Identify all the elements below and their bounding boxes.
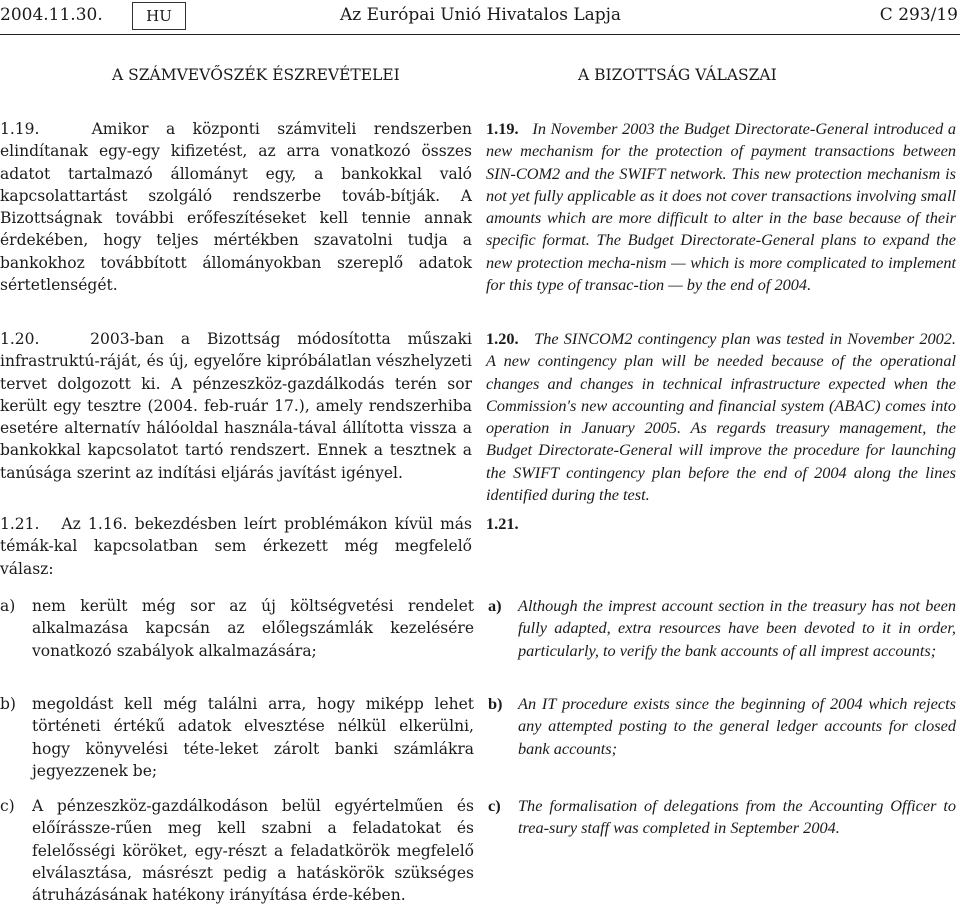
paragraph-right-1-21: [486, 513, 956, 535]
page-number: C 293/19: [879, 5, 958, 25]
paragraph-text: Amikor a központi számviteli rendszerben elindítanak egy-egy kifizetést, az arra vonatkozó összes adatot tartalmazó állományt egy, a bankokkal való kapcsolattartást szolgáló rendszerbe továb-bítják. A Bizottságnak további erőfeszítéseket kell tennie annak érdekében, hogy teljes mértékben szavatolni tudja a bankokhoz továbbított állományokban szereplő adatok sértetlenségét.: [0, 120, 472, 295]
paragraph-text: In November 2003 the Budget Directorate-General introduced a new mechanism for the protection of payment transactions between SIN-COM2 and the SWIFT network. This new protection mechanism is not yet fully applicable as it does not cover transactions involving small amounts which are more difficult to alter in the base because of their specific format. The Budget Directorate-General plans to expand the new protection mecha-nism — which is more complicated to implement for this type of transac-tion — by the end of 2004.: [486, 119, 956, 295]
paragraph-left-1-19: [0, 118, 472, 296]
paragraph-right-1-20: [486, 328, 956, 506]
list-item-text: nem került még sor az új költségvetési rendelet alkalmazása kapcsán az előlegszámlák kezelésére vonatkozó szabályok alkalmazására;: [32, 597, 474, 660]
header-divider: [0, 34, 960, 35]
list-item-right-a: [488, 595, 956, 662]
paragraph-text: Az 1.16. bekezdésben leírt problémákon kívül más témák-kal kapcsolatban sem érkezett még megfelelő válasz:: [0, 515, 472, 578]
right-column-title: A BIZOTTSÁG VÁLASZAI: [578, 66, 777, 84]
list-item-left-c: [0, 795, 476, 906]
paragraph-number: 1.20.: [486, 329, 519, 348]
left-column-title: A SZÁMVEVŐSZÉK ÉSZREVÉTELEI: [112, 66, 400, 84]
list-item-text: The formalisation of delegations from the Accounting Officer to trea-sury staff was completed in September 2004.: [518, 796, 956, 838]
list-item-right-c: [488, 795, 956, 840]
paragraph-text: 2003-ban a Bizottság módosította műszaki infrastruktú-ráját, és új, egyelőre kipróbálatlan vészhelyzeti tervet dolgozott ki. A pénzeszköz-gazdálkodás terén sor került egy tesztre (2004. feb-ruár 17.), amely rendszerhiba esetére alternatív hálóoldal használa-tával állította vissza a bankokkal kapcsolatot tartó rendszert. Ennek a tesztnek a tanúsága szerint az indítási eljárás javítást igényel.: [0, 330, 473, 482]
list-item-label: a): [488, 596, 502, 615]
list-item-text: megoldást kell még találni arra, hogy miképp lehet történeti értékű adatok elvesztése nélkül elkerülni, hogy könyvelési téte-leket zárolt banki számlákra jegyezzenek be;: [32, 695, 474, 780]
list-item-text: An IT procedure exists since the beginning of 2004 which rejects any attempted posting to the general ledger accounts for closed bank accounts;: [518, 694, 956, 758]
list-item-label: b): [488, 694, 503, 713]
list-item-text: A pénzeszköz-gazdálkodáson belül egyértelműen és előírássze-rűen meg kell szabni a feladatokat és felelősségi köröket, egy-részt a feladatkörök megfelelő elválasztása, másrészt pedig a hatáskörök szükséges átruházásának hatékony irányítása érde-kében.: [32, 797, 474, 905]
paragraph-left-1-20: [0, 328, 472, 484]
header-date: 2004.11.30.: [0, 5, 103, 25]
paragraph-right-1-19: [486, 118, 956, 296]
paragraph-number: 1.19.: [0, 120, 40, 138]
language-code-box: HU: [132, 2, 186, 30]
list-item-label: a): [0, 597, 16, 615]
list-item-label: c): [488, 796, 501, 815]
paragraph-text: The SINCOM2 contingency plan was tested in November 2002. A new contingency plan will be needed because of the operational changes and changes in technical infrastructure expected when the Commission's new accounting and financial system (ABAC) comes into operation in January 2005. As regards treasury management, the Budget Directorate-General will improve the procedure for launching the SWIFT contingency plan before the end of 2004 along the lines identified during the test.: [486, 329, 956, 505]
paragraph-number: 1.19.: [486, 119, 519, 138]
paragraph-number: 1.21.: [486, 514, 519, 533]
list-item-left-b: [0, 693, 476, 782]
page-header: [0, 0, 960, 34]
publication-title: Az Európai Unió Hivatalos Lapja: [340, 5, 622, 25]
list-item-label: b): [0, 695, 16, 713]
list-item-text: Although the imprest account section in the treasury has not been fully adapted, extra resources have been devoted to it in order, particularly, to verify the bank accounts of all imprest accounts;: [518, 596, 956, 660]
list-item-label: c): [0, 797, 15, 815]
list-item-left-a: [0, 595, 476, 662]
paragraph-left-1-21: [0, 513, 472, 580]
paragraph-number: 1.21.: [0, 515, 40, 533]
paragraph-number: 1.20.: [0, 330, 40, 348]
list-item-right-b: [488, 693, 956, 760]
